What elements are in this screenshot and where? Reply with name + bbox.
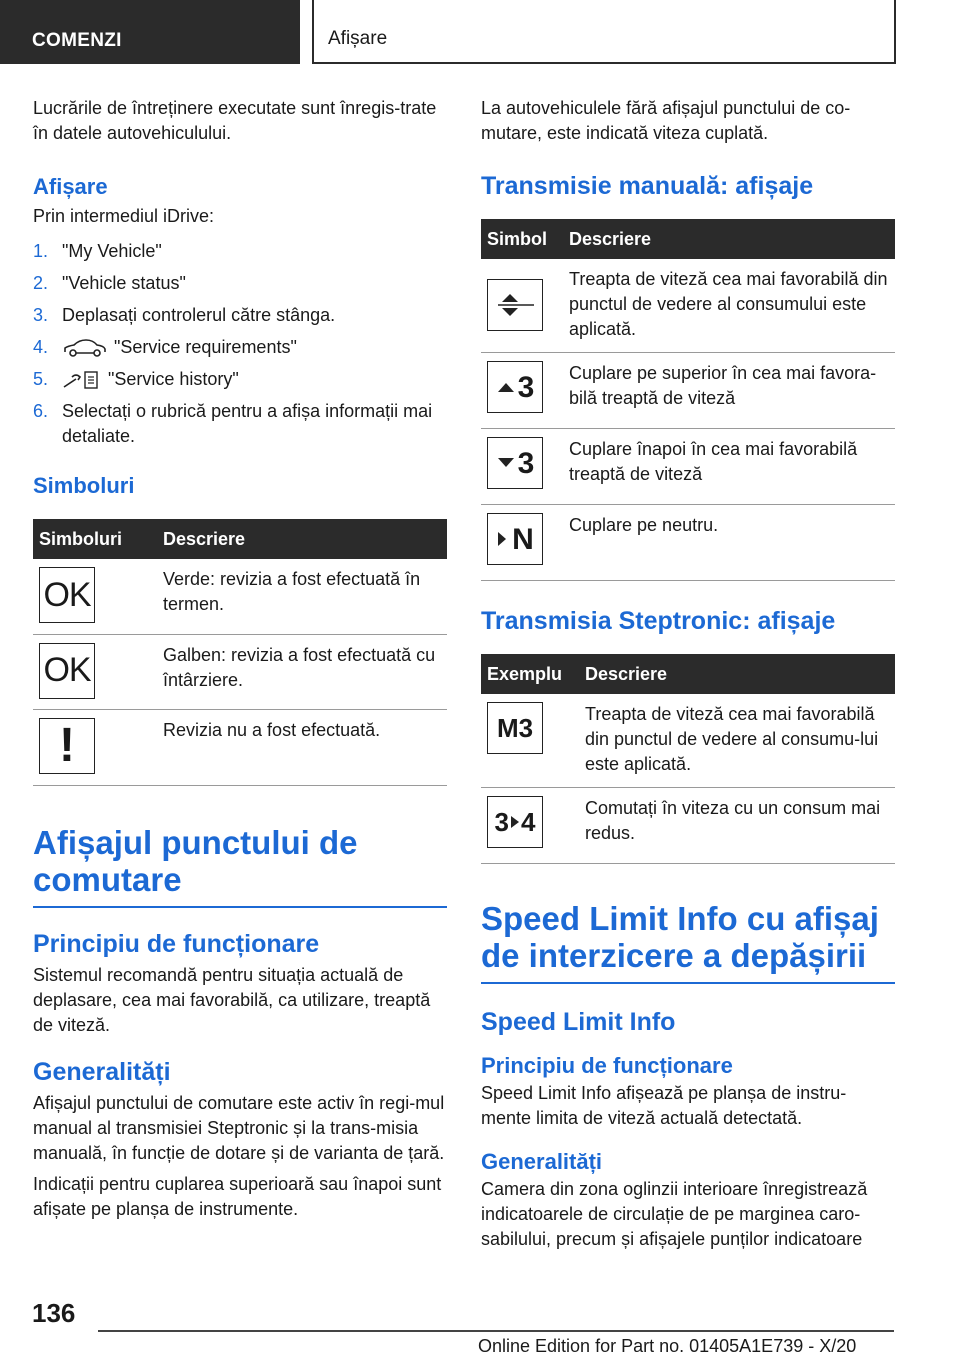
manual-heading: Transmisie manuală: afișaje bbox=[481, 172, 814, 200]
column-header: Descriere bbox=[579, 654, 895, 694]
afisare-heading: Afișare bbox=[33, 174, 108, 199]
gear-label: N bbox=[512, 522, 534, 556]
table-cell: Cuplare pe superior în cea mai favora-bilă treaptă de viteză bbox=[563, 353, 895, 429]
car-icon bbox=[62, 338, 108, 358]
speed-limit-heading: Speed Limit Info cu afișaj de interzicere a depășirii bbox=[481, 900, 895, 984]
steptronic-heading: Transmisia Steptronic: afișaje bbox=[481, 607, 836, 635]
page-number: 136 bbox=[32, 1298, 76, 1328]
table-row bbox=[481, 505, 895, 581]
footer-divider bbox=[98, 1330, 894, 1332]
shift-up-icon bbox=[487, 361, 543, 413]
step-number: 3. bbox=[33, 305, 49, 325]
step-number: 4. bbox=[33, 337, 49, 357]
list-item bbox=[33, 271, 447, 296]
step-text: Deplasați controlerul către stânga. bbox=[62, 305, 336, 325]
table-cell: Cuplare pe neutru. bbox=[563, 505, 895, 581]
list-item bbox=[33, 335, 447, 360]
sli-generalitati-text: Camera din zona oglinzii interioare înregistrează indicatoarele de circulație de pe marginea caro-sabilului, precum și afișajele punților indicatoare bbox=[481, 1179, 868, 1249]
sli-principiu-heading: Principiu de funcționare bbox=[481, 1053, 733, 1078]
manual-table bbox=[481, 219, 895, 581]
service-history-icon bbox=[62, 369, 102, 391]
table-row bbox=[33, 559, 447, 634]
table-row bbox=[33, 709, 447, 785]
list-item bbox=[33, 367, 447, 392]
sli-generalitati-heading: Generalități bbox=[481, 1149, 603, 1174]
step-number: 2. bbox=[33, 273, 49, 293]
simboluri-heading: Simboluri bbox=[33, 473, 135, 498]
gear-from-label: 3 bbox=[494, 806, 509, 837]
list-item bbox=[33, 399, 447, 449]
list-item bbox=[33, 303, 447, 328]
header-section: COMENZI bbox=[0, 0, 300, 64]
principiu-heading: Principiu de funcționare bbox=[33, 929, 320, 958]
right-column bbox=[481, 96, 895, 1252]
generalitati-heading: Generalități bbox=[33, 1057, 171, 1086]
intro-text: Lucrările de întreținere executate sunt înregis-trate în datele autovehiculului. bbox=[33, 98, 437, 143]
afisare-text: Prin intermediul iDrive: bbox=[33, 206, 215, 226]
column-header: Exemplu bbox=[481, 654, 579, 694]
table-row bbox=[481, 353, 895, 429]
table-row bbox=[481, 259, 895, 353]
shift-down-icon bbox=[487, 437, 543, 489]
left-column bbox=[33, 96, 447, 1222]
table-row bbox=[481, 694, 895, 788]
table-row bbox=[33, 634, 447, 709]
gear-label: 3 bbox=[517, 446, 535, 480]
gear-optimal-icon bbox=[487, 279, 543, 331]
step-text: "Vehicle status" bbox=[62, 273, 186, 293]
generalitati-text-2: Indicații pentru cuplarea superioară sau înapoi sunt afișate pe planșa de instrumente. bbox=[33, 1173, 442, 1219]
table-cell: Cuplare înapoi în cea mai favorabilă treaptă de viteză bbox=[563, 429, 895, 505]
table-cell: Treapta de viteză cea mai favorabilă din punctul de vedere al consumu-lui este aplicată. bbox=[579, 694, 895, 788]
table-cell: Treapta de viteză cea mai favorabilă din punctul de vedere al consumului este aplicată. bbox=[563, 259, 895, 353]
gear-to-label: 4 bbox=[521, 806, 536, 837]
table-row bbox=[481, 788, 895, 864]
step-number: 5. bbox=[33, 369, 49, 389]
step-text: "Service history" bbox=[108, 369, 239, 389]
steps-list bbox=[33, 239, 447, 449]
exclamation-symbol: ! bbox=[39, 718, 95, 774]
edition-text: Online Edition for Part no. 01405A1E739 - X/20 bbox=[478, 1336, 857, 1356]
shift-point-heading: Afișajul punctului de comutare bbox=[33, 824, 447, 908]
table-cell: Verde: revizia a fost efectuată în termen. bbox=[157, 559, 447, 634]
gear-label: 3 bbox=[517, 370, 535, 404]
table-cell: Galben: revizia a fost efectuată cu întârziere. bbox=[157, 634, 447, 709]
table-cell: Comutați în viteza cu un consum mai redus. bbox=[579, 788, 895, 864]
principiu-text: Sistemul recomandă pentru situația actuală de deplasare, cea mai favorabilă, ca utilizare, treaptă de viteză. bbox=[33, 964, 431, 1035]
table-cell: Revizia nu a fost efectuată. bbox=[157, 709, 447, 785]
column-header: Descriere bbox=[563, 219, 895, 259]
step-text: Selectați o rubrică pentru a afișa informații mai detaliate. bbox=[62, 401, 433, 446]
step-text: "My Vehicle" bbox=[62, 241, 162, 261]
list-item bbox=[33, 239, 447, 264]
m3-symbol: M3 bbox=[487, 702, 543, 754]
steptronic-table bbox=[481, 654, 895, 864]
column-header: Descriere bbox=[157, 519, 447, 559]
shift-3-to-4-symbol bbox=[487, 796, 543, 848]
ok-yellow-symbol: OK bbox=[39, 643, 95, 699]
neutral-icon bbox=[487, 513, 543, 565]
column-header: Simbol bbox=[481, 219, 563, 259]
symbols-table bbox=[33, 519, 447, 786]
generalitati-text-1: Afișajul punctului de comutare este activ în regi-mul manual al transmisiei Steptronic și la trans-misia manuală, în funcție de dotare și de varianta de țară. bbox=[33, 1092, 445, 1163]
arrow-right-icon bbox=[510, 814, 520, 830]
intro-text-right: La autovehiculele fără afișajul punctului de co-mutare, este indicată viteza cuplată. bbox=[481, 98, 851, 143]
sli-heading: Speed Limit Info bbox=[481, 1008, 676, 1036]
step-number: 1. bbox=[33, 241, 49, 261]
header-topic: Afișare bbox=[312, 0, 896, 64]
ok-green-symbol: OK bbox=[39, 567, 95, 623]
column-header: Simboluri bbox=[33, 519, 157, 559]
step-text: "Service requirements" bbox=[114, 337, 297, 357]
sli-principiu-text: Speed Limit Info afișează pe planșa de instru-mente limita de viteză actuală detectată. bbox=[481, 1083, 847, 1128]
table-row bbox=[481, 429, 895, 505]
step-number: 6. bbox=[33, 401, 49, 421]
